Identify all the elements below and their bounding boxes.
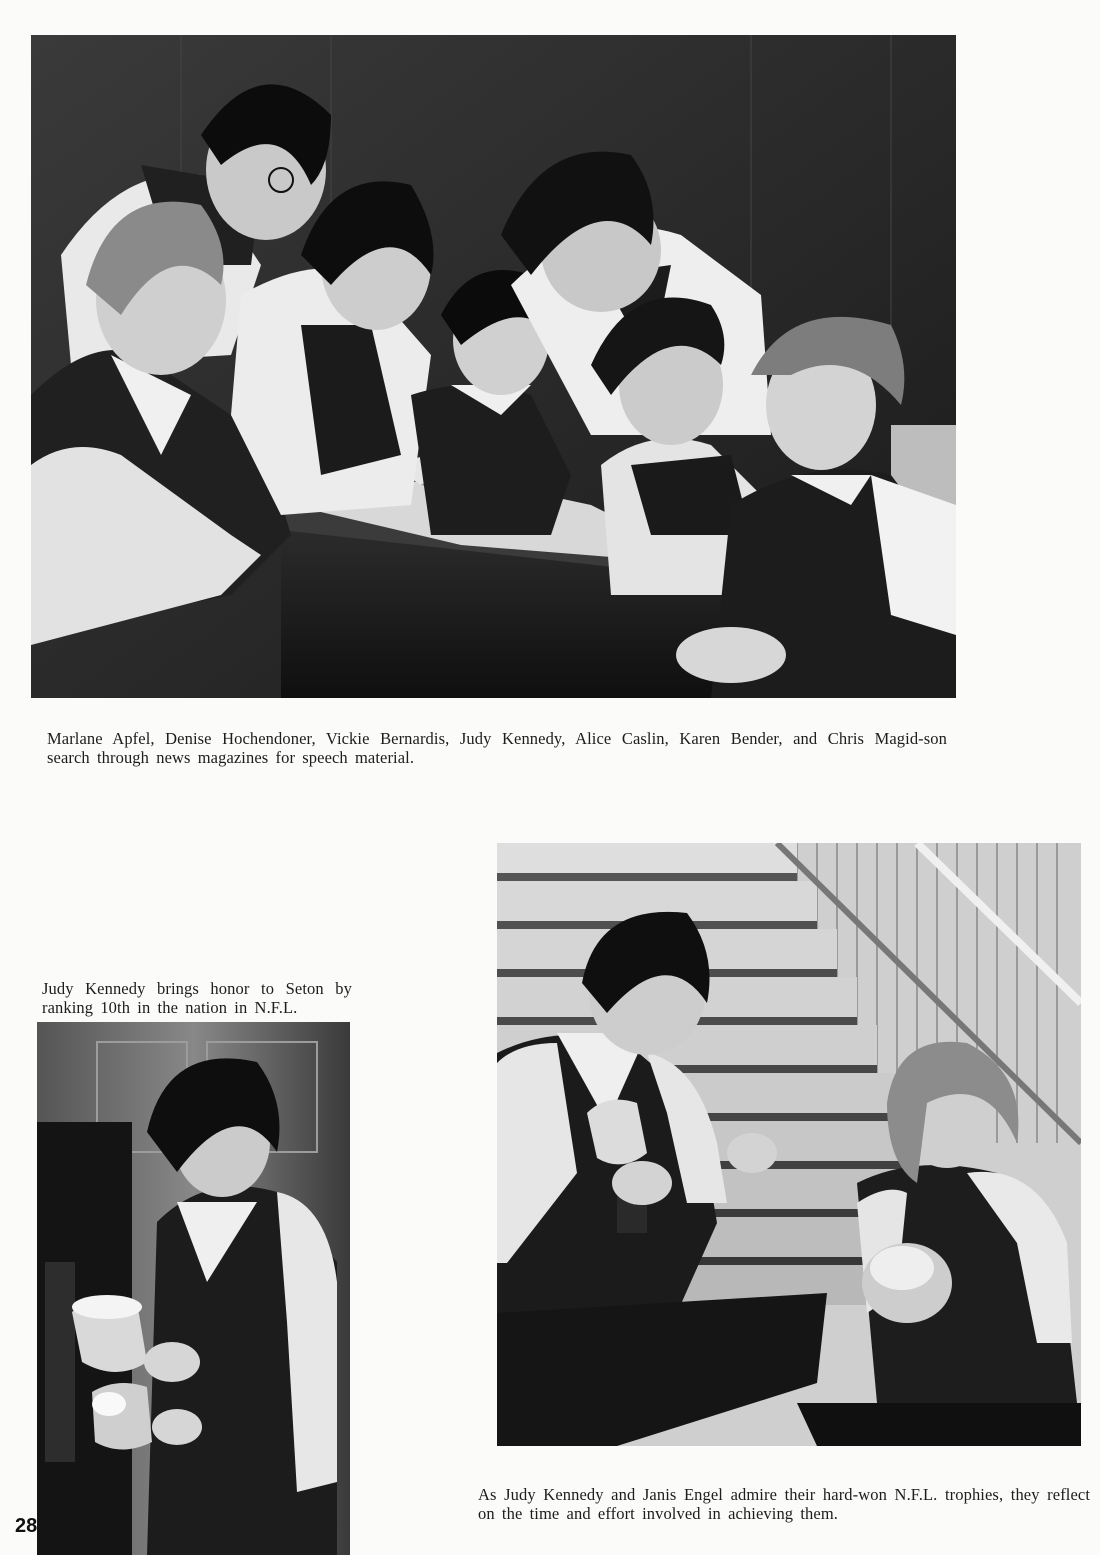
trophy-photo bbox=[37, 1022, 350, 1555]
group-photo-illustration bbox=[31, 35, 956, 698]
group-photo bbox=[31, 35, 956, 698]
page-number: 28 bbox=[15, 1515, 38, 1537]
stairs-photo-illustration bbox=[497, 843, 1081, 1446]
trophy-photo-illustration bbox=[37, 1022, 350, 1555]
stairs-photo-caption: As Judy Kennedy and Janis Engel admire their hard-won N.F.L. trophies, they reflect on the time and effort involved in achieving them. bbox=[478, 1484, 1090, 1523]
stairs-photo bbox=[497, 843, 1081, 1446]
group-photo-caption: Marlane Apfel, Denise Hochendoner, Vickie Bernardis, Judy Kennedy, Alice Caslin, Karen Bender, and Chris Magid-son search through news magazines for speech material. bbox=[47, 728, 947, 767]
trophy-photo-caption: Judy Kennedy brings honor to Seton by ranking 10th in the nation in N.F.L. bbox=[42, 978, 352, 1017]
